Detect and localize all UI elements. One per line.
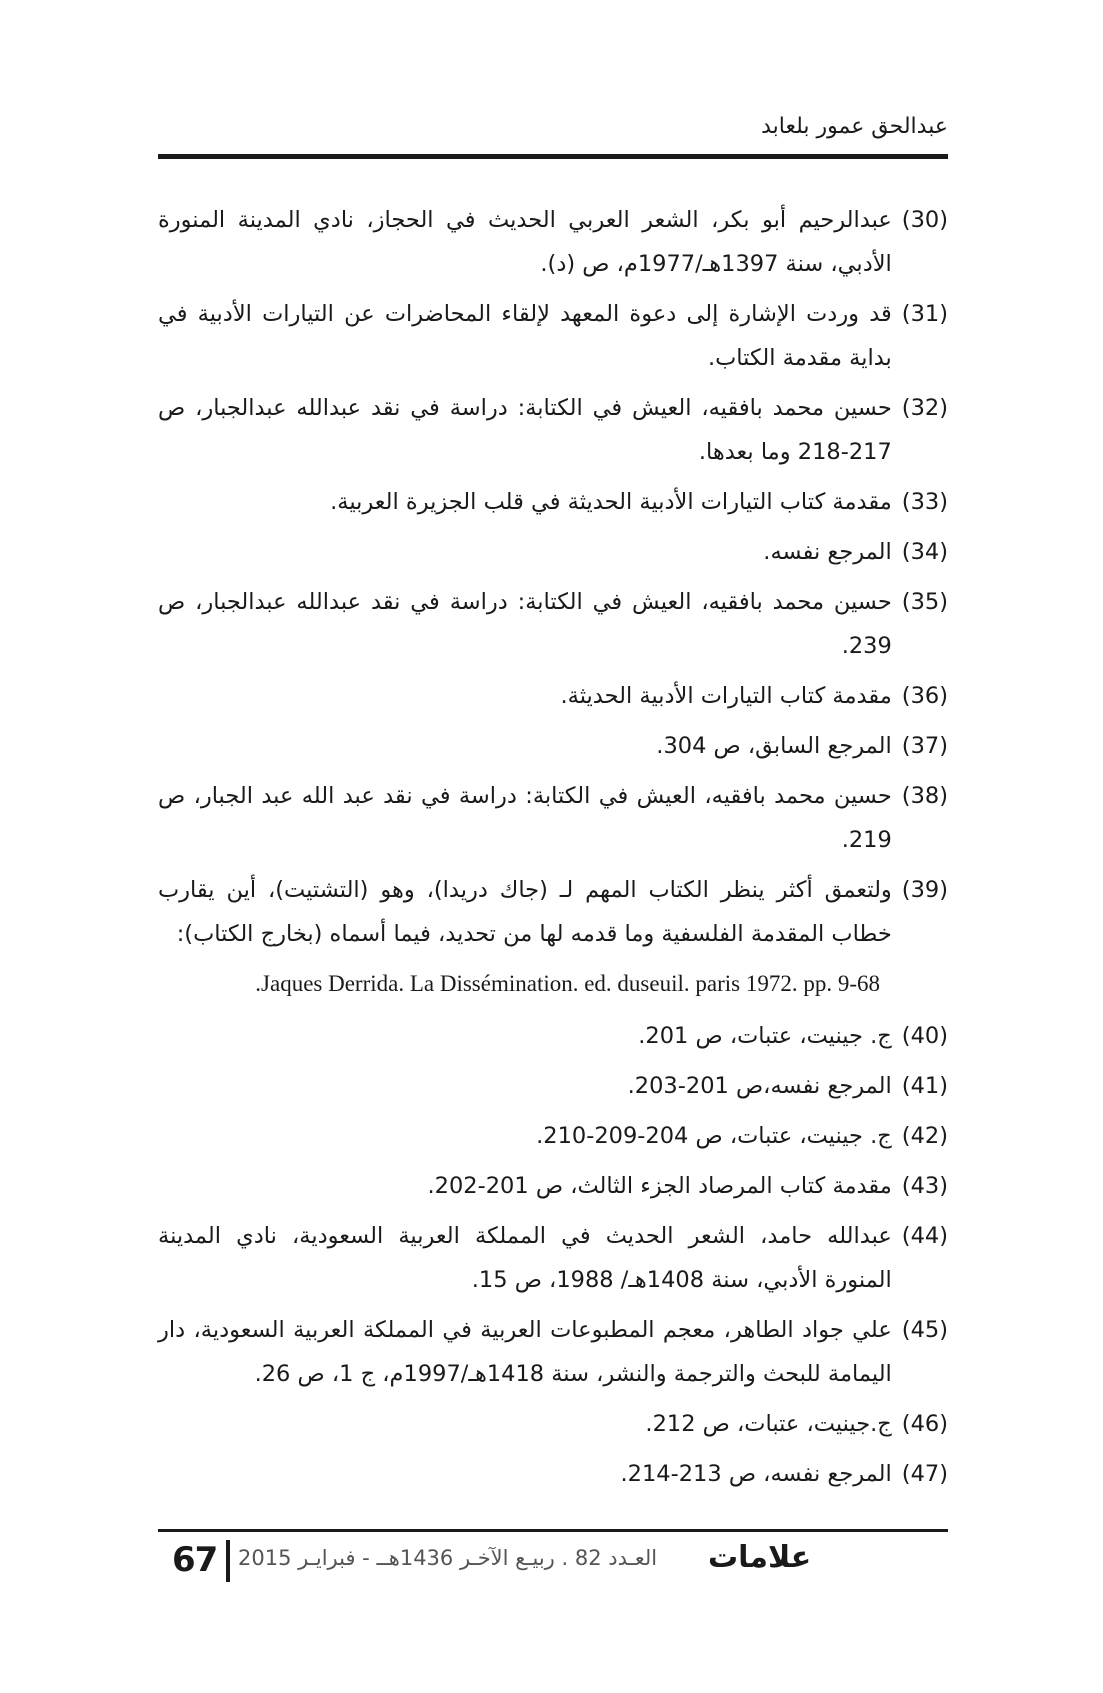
footer-rule <box>158 1529 948 1532</box>
endnote-38 <box>158 774 948 862</box>
page-number: 67 <box>172 1540 218 1580</box>
endnote-text: مقدمة كتاب التيارات الأدبية الحديثة في قلب الجزيرة العربية. <box>330 489 892 515</box>
endnote-42 <box>158 1114 948 1158</box>
endnote-number: (38) <box>901 783 948 809</box>
endnote-41 <box>158 1064 948 1108</box>
endnote-number: (46) <box>901 1411 948 1437</box>
endnote-number: (30) <box>901 207 948 233</box>
endnote-text: المرجع نفسه. <box>763 539 892 565</box>
page-number-divider <box>226 1540 230 1582</box>
endnote-37 <box>158 724 948 768</box>
endnote-text: ج. جينيت، عتبات، ص 201. <box>638 1023 892 1049</box>
issue-info: العـدد 82 . ربيـع الآخـر 1436هــ - فبرايـر 2015 <box>238 1546 658 1570</box>
endnote-text: المرجع نفسه،ص 201-203. <box>627 1073 892 1099</box>
journal-logo: علامات <box>708 1540 812 1575</box>
endnote-46 <box>158 1402 948 1446</box>
endnote-47 <box>158 1452 948 1496</box>
endnote-text: علي جواد الطاهر، معجم المطبوعات العربية في المملكة العربية السعودية، دار اليمامة للبحث والترجمة والنشر، سنة 1418هـ/1997م، ج 1، ص 26. <box>158 1317 892 1387</box>
endnote-36 <box>158 674 948 718</box>
endnote-text: ج. جينيت، عتبات، ص 204-209-210. <box>536 1123 892 1149</box>
latin-reference: .Jaques Derrida. La Dissémination. ed. duseuil. paris 1972. pp. 9-68 <box>255 971 880 996</box>
endnote-43 <box>158 1164 948 1208</box>
endnote-text: المرجع نفسه، ص 213-214. <box>620 1461 892 1487</box>
endnote-30 <box>158 198 948 286</box>
endnote-number: (45) <box>901 1317 948 1343</box>
endnote-number: (33) <box>901 489 948 515</box>
endnote-number: (44) <box>901 1223 948 1249</box>
endnote-45 <box>158 1308 948 1396</box>
endnote-number: (39) <box>901 877 948 903</box>
endnote-44 <box>158 1214 948 1302</box>
endnote-text: حسين محمد بافقيه، العيش في الكتابة: دراسة في نقد عبد الله عبد الجبار، ص 219. <box>158 783 892 853</box>
endnote-text: مقدمة كتاب التيارات الأدبية الحديثة. <box>560 683 892 709</box>
endnote-text: ولتعمق أكثر ينظر الكتاب المهم لـ (جاك دريدا)، وهو (التشتيت)، أين يقارب خطاب المقدمة الفلسفية وما قدمه لها من تحديد، فيما أسماه (بخارج الكتاب): <box>158 877 892 947</box>
endnote-number: (32) <box>901 395 948 421</box>
header-rule <box>158 154 948 159</box>
endnote-text: ج.جينيت، عتبات، ص 212. <box>645 1411 892 1437</box>
endnote-number: (34) <box>901 539 948 565</box>
endnote-39 <box>158 868 948 956</box>
endnote-number: (35) <box>901 589 948 615</box>
header-author: عبدالحق عمور بلعابد <box>761 114 948 139</box>
endnote-text: عبدالرحيم أبو بكر، الشعر العربي الحديث في الحجاز، نادي المدينة المنورة الأدبي، سنة 1397هـ/1977م، ص (د). <box>158 207 892 277</box>
endnote-text: قد وردت الإشارة إلى دعوة المعهد لإلقاء المحاضرات عن التيارات الأدبية في بداية مقدمة الكتاب. <box>158 301 892 371</box>
endnote-text: عبدالله حامد، الشعر الحديث في المملكة العربية السعودية، نادي المدينة المنورة الأدبي، سنة 1408هـ/ 1988، ص 15. <box>158 1223 892 1293</box>
endnote-number: (36) <box>901 683 948 709</box>
endnote-text: المرجع السابق، ص 304. <box>656 733 892 759</box>
endnote-number: (43) <box>901 1173 948 1199</box>
endnote-35 <box>158 580 948 668</box>
endnote-number: (47) <box>901 1461 948 1487</box>
endnote-text: حسين محمد بافقيه، العيش في الكتابة: دراسة في نقد عبدالله عبدالجبار، ص 217-218 وما بعدها. <box>158 395 892 465</box>
endnote-number: (42) <box>901 1123 948 1149</box>
endnote-number: (37) <box>901 733 948 759</box>
endnote-number: (31) <box>901 301 948 327</box>
endnote-32 <box>158 386 948 474</box>
endnotes-list <box>158 198 948 1502</box>
endnote-40 <box>158 1014 948 1058</box>
endnote-33 <box>158 480 948 524</box>
endnote-34 <box>158 530 948 574</box>
endnote-text: مقدمة كتاب المرصاد الجزء الثالث، ص 201-202. <box>427 1173 892 1199</box>
endnote-number: (40) <box>901 1023 948 1049</box>
endnote-text: حسين محمد بافقيه، العيش في الكتابة: دراسة في نقد عبدالله عبدالجبار، ص 239. <box>158 589 892 659</box>
endnote-number: (41) <box>901 1073 948 1099</box>
endnote-31 <box>158 292 948 380</box>
